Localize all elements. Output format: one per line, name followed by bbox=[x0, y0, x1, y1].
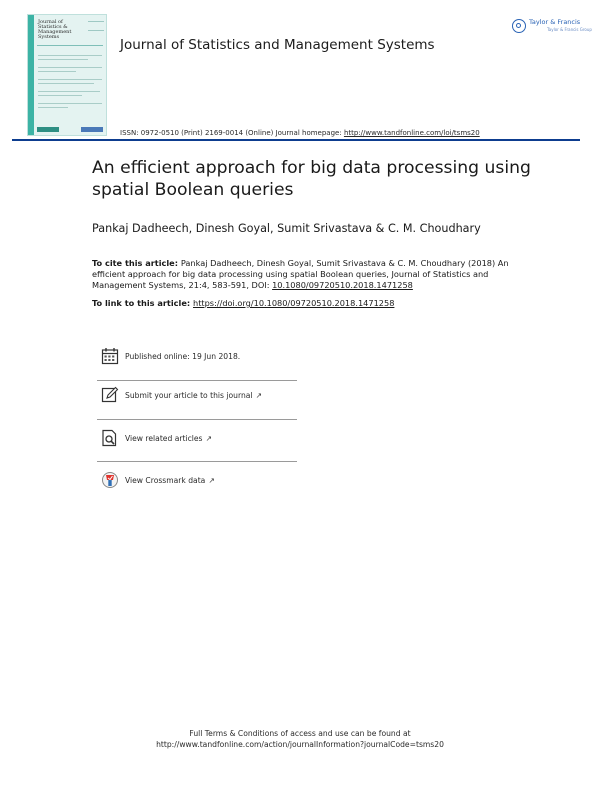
external-link-icon: ↗ bbox=[205, 434, 212, 443]
cover-toc-line bbox=[38, 59, 88, 60]
published-online-row bbox=[97, 343, 297, 371]
header-rule bbox=[12, 139, 580, 141]
cover-band bbox=[28, 15, 34, 135]
cover-volume-box bbox=[88, 21, 104, 31]
citation-block bbox=[92, 258, 532, 291]
issn-text: ISSN: 0972-0510 (Print) 2169-0014 (Online) Journal homepage: bbox=[120, 129, 344, 137]
cover-toc-line bbox=[38, 55, 102, 56]
related-articles-link[interactable] bbox=[125, 434, 212, 443]
footer-terms-link[interactable]: http://www.tandfonline.com/action/journalInformation?journalCode=tsms20 bbox=[156, 740, 444, 749]
cover-toc-line bbox=[38, 71, 76, 72]
citation-label: To cite this article: bbox=[92, 258, 181, 268]
submit-article-text: Submit your article to this journal bbox=[125, 391, 253, 400]
journal-homepage-link[interactable]: http://www.tandfonline.com/loi/tsms20 bbox=[343, 129, 480, 137]
citation-doi-link[interactable]: 10.1080/09720510.2018.1471258 bbox=[272, 280, 413, 290]
submit-article-row[interactable] bbox=[97, 382, 297, 410]
publisher-logo-sub: Taylor & Francis Group bbox=[547, 27, 592, 32]
cover-publisher-logos bbox=[37, 127, 103, 133]
cover-toc-line bbox=[38, 67, 102, 68]
crossmark-icon bbox=[101, 471, 119, 489]
external-link-icon: ↗ bbox=[255, 391, 262, 400]
submit-article-link[interactable] bbox=[125, 391, 262, 400]
published-online-text: Published online: 19 Jun 2018. bbox=[125, 352, 241, 361]
cover-toc-line bbox=[38, 91, 100, 92]
external-link-icon: ↗ bbox=[208, 476, 215, 485]
edit-icon bbox=[101, 386, 119, 404]
publisher-logo-name: Taylor & Francis bbox=[529, 18, 581, 26]
cover-toc-line bbox=[38, 107, 68, 108]
cover-toc-line bbox=[38, 103, 102, 104]
related-articles-row[interactable] bbox=[97, 425, 297, 453]
cover-rule bbox=[37, 45, 103, 46]
document-search-icon bbox=[101, 429, 119, 447]
cover-toc-line bbox=[38, 83, 94, 84]
citation-text: Pankaj Dadheech, Dinesh Goyal, Sumit Srivastava & C. M. Choudhary (2018) An efficient approach for big data processing using spatial Boolean queries, Journal of Statistics and Management Systems, 21:4, 583-591, DOI: bbox=[92, 258, 509, 290]
calendar-icon bbox=[101, 347, 119, 365]
article-title: An efficient approach for big data processing using spatial Boolean queries bbox=[92, 158, 531, 200]
journal-cover-thumbnail bbox=[27, 14, 107, 136]
crossmark-row[interactable] bbox=[97, 467, 297, 495]
info-divider bbox=[97, 461, 297, 462]
issn-line bbox=[120, 129, 480, 137]
publisher-logo-icon bbox=[512, 19, 526, 33]
footer-terms-text: Full Terms & Conditions of access and use can be found at bbox=[189, 729, 411, 738]
article-authors: Pankaj Dadheech, Dinesh Goyal, Sumit Srivastava & C. M. Choudhary bbox=[92, 222, 481, 235]
info-divider bbox=[97, 380, 297, 381]
crossmark-link[interactable] bbox=[125, 476, 215, 485]
article-link-label: To link to this article: bbox=[92, 298, 193, 308]
cover-title: Journal of Statistics & Management Systems bbox=[38, 19, 72, 40]
cover-toc-line bbox=[38, 95, 82, 96]
crossmark-text: View Crossmark data bbox=[125, 476, 206, 485]
footer bbox=[0, 728, 600, 750]
info-divider bbox=[97, 419, 297, 420]
cover-toc-line bbox=[38, 79, 102, 80]
article-link-block bbox=[92, 298, 532, 309]
related-articles-text: View related articles bbox=[125, 434, 203, 443]
publisher-logo bbox=[512, 18, 592, 38]
article-doi-link[interactable]: https://doi.org/10.1080/09720510.2018.1471258 bbox=[193, 298, 395, 308]
journal-title: Journal of Statistics and Management Systems bbox=[120, 37, 435, 53]
